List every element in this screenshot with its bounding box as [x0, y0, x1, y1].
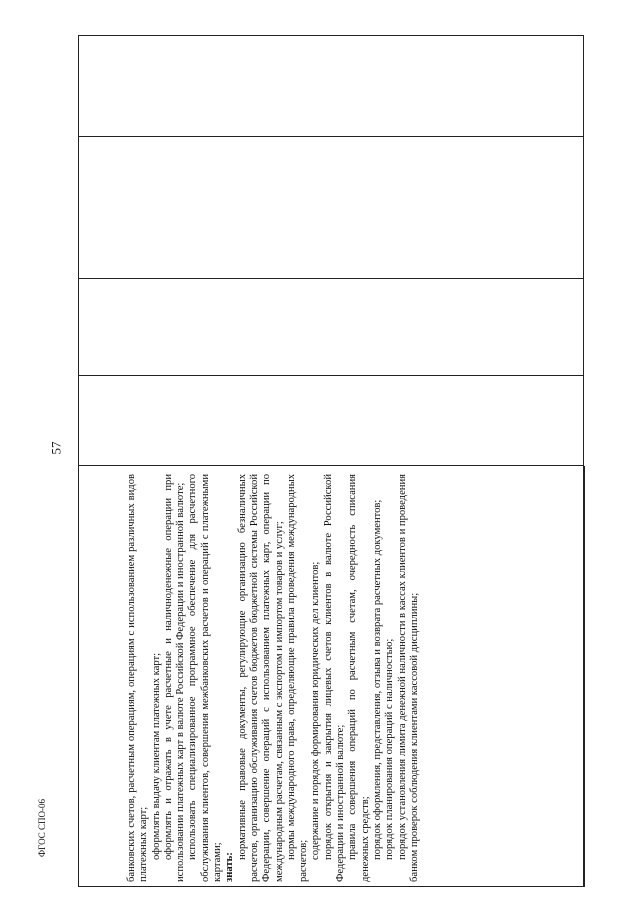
cell-paragraph: порядок планирования операций с наличностью; [384, 638, 396, 860]
page-number: 57 [48, 441, 64, 455]
table-row-4 [79, 375, 583, 465]
table-row-2 [79, 136, 583, 278]
content-cell [124, 470, 606, 886]
cell-paragraph: банковских счетов, расчетным операциям, операциям с использованием различных видов платежных карт; [126, 474, 150, 882]
document-table [78, 35, 584, 887]
cell-paragraph: использовать специализированное программное обеспечение для расчетного обслуживания клиентов, совершения межбанковских расчетов и операций с платежными картами; [187, 474, 224, 882]
table-row-1 [79, 36, 583, 136]
footer-code: ФГОС СПО-06 [37, 799, 47, 857]
content-cell-text [124, 470, 606, 886]
cell-paragraph: порядок оформления, представления, отзыва и возврата расчетных документов; [371, 499, 383, 860]
cell-paragraph: знать: [224, 852, 236, 882]
table-row-5 [79, 465, 583, 886]
cell-paragraph: порядок установления лимита денежной наличности в кассах клиентов и проведения банком проверок соблюдения клиентами кассовой дисциплины; [396, 474, 420, 882]
cell-paragraph: нормы международного права, определяющие правила проведения международных расчетов; [285, 474, 310, 882]
table-row-3 [79, 278, 583, 375]
cell-paragraph: оформлять и отражать в учете расчетные и наличноденежные операции при использовании платежных карт в валюте Российской Федерации и иностранной валюте; [162, 474, 187, 882]
cell-border-line [584, 466, 585, 887]
cell-paragraph: содержание и порядок формирования юридических дел клиентов; [310, 561, 322, 860]
cell-paragraph: порядок открытия и закрытия лицевых счетов клиентов в валюте Российской Федерации и иностранной валюте; [322, 474, 347, 882]
cell-paragraph: оформлять выдачу клиентам платежных карт; [150, 652, 162, 860]
cell-paragraph: правила совершения операций по расчетным счетам, очередность списания денежных средств; [347, 474, 371, 882]
cell-paragraph: нормативные правовые документы, регулирующие организацию безналичных расчетов, организацию обслуживания счетов бюджетов бюджетной системы Российской Федерации, совершение операций с использованием платежных карт, операции по международным расчетам, связанным с экспортом и импортом товаров и услуг; [236, 474, 285, 882]
